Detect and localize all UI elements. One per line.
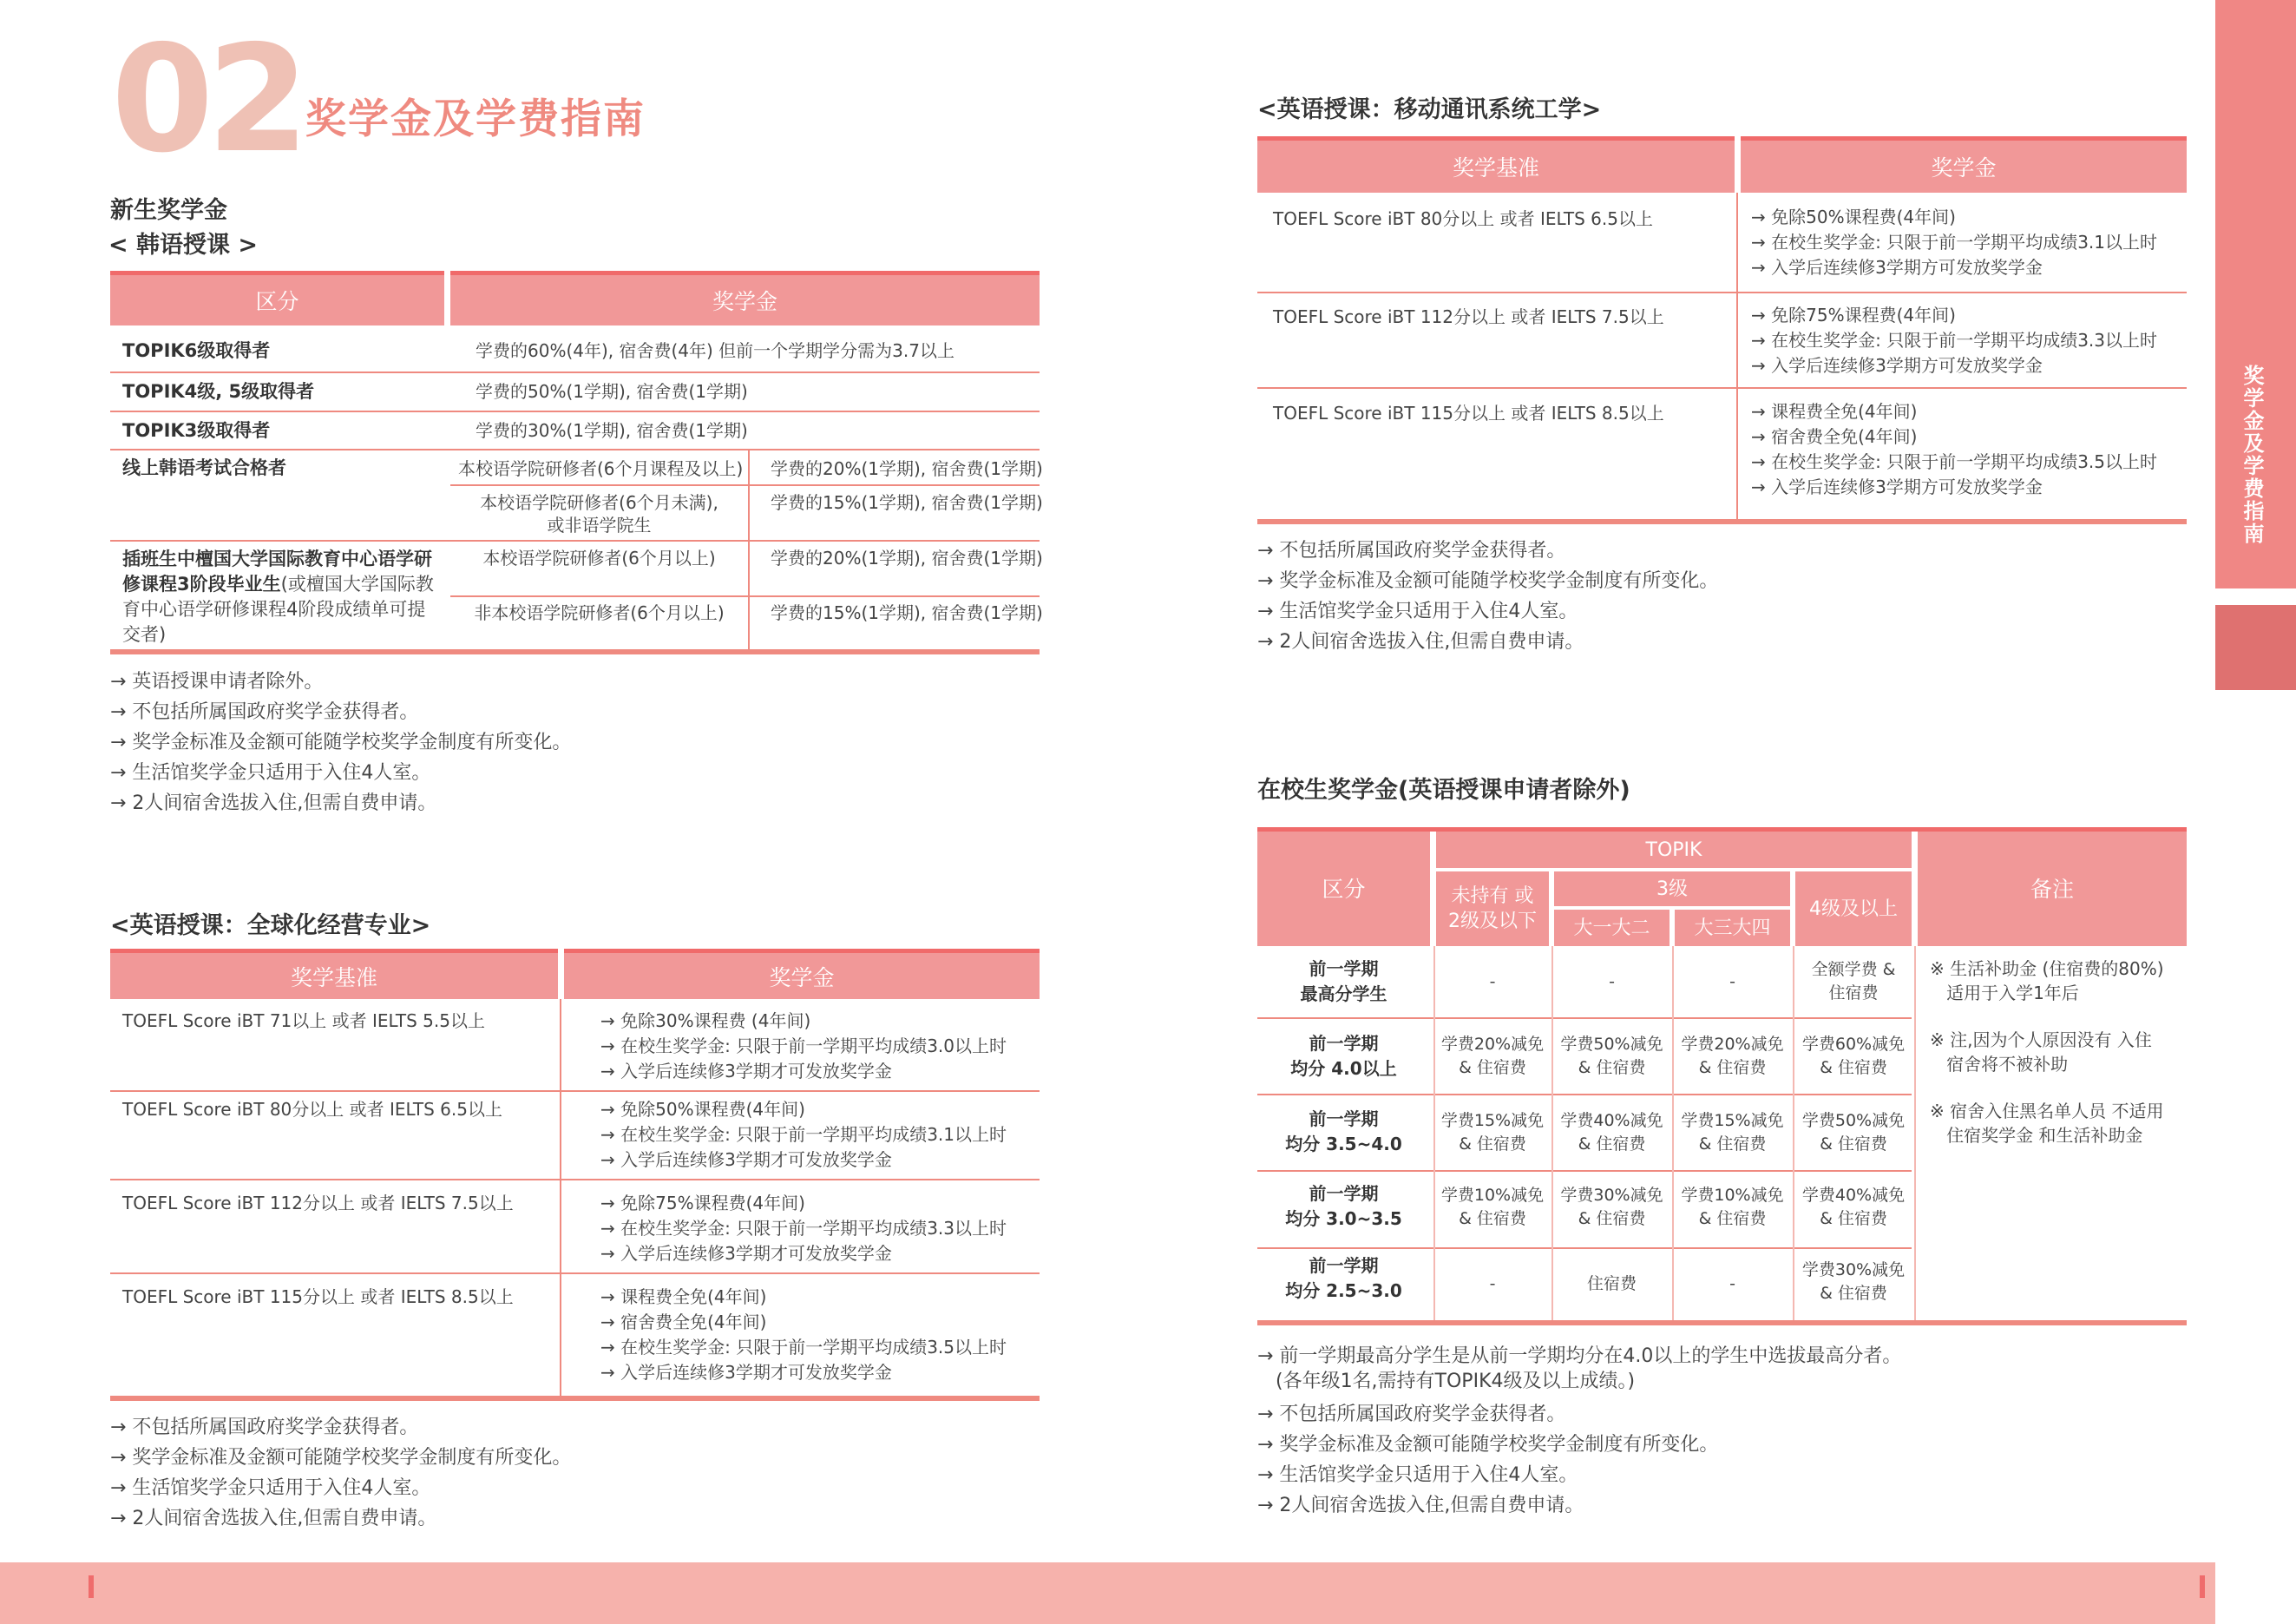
side-tab-label: 奖学金及学费指南 (2240, 365, 2264, 545)
cell-value: 学费20%减免 & 住宿费 (1681, 1035, 1784, 1077)
header-category: 区分 (1257, 832, 1430, 946)
enrolled-heading: 在校生奖学金(英语授课申请者除外) (1257, 777, 1630, 804)
header-criteria: 奖学基准 (110, 949, 558, 999)
benefits: → 免除75%课程费(4年间) → 在校生奖学金: 只限于前一学期平均成绩3.3以上时 → 入学后连续修3学期方可发放奖学金 (1751, 305, 2158, 376)
global-business-heading: <英语授课：全球化经营专业> (110, 912, 431, 939)
cell-value: - (1729, 1274, 1735, 1293)
footer-band (0, 1562, 2215, 1624)
header-scholarship: 奖学金 (564, 949, 1040, 999)
cell-value: 学费20%减免 & 住宿费 (1440, 1035, 1545, 1077)
transfer-label: 插班生中檀国大学国际教育中心语学研修课程3阶段毕业生(或檀国大学国际教育中心语学研修课程4阶段成绩单可提交者) (122, 549, 434, 645)
side-tab-accent (2215, 605, 2296, 690)
cell-value: 学费60%减免 & 住宿费 (1801, 1035, 1906, 1077)
sub-value: 学费的15%(1学期), 宿舍费(1学期) (771, 492, 1043, 513)
notes-global-business: → 不包括所属国政府奖学金获得者。 → 奖学金标准及金额可能随学校奖学金制度有所变化。 → 生活馆奖学金只适用于入住4人室。 → 2人间宿舍选拔入住,但需自费申请。 (110, 1417, 572, 1529)
header-scholarship: 奖学金 (1741, 136, 2187, 193)
notes-enrolled: → 前一学期最高分学生是从前一学期均分在4.0以上的学生中选拔最高分者。 (各年级1名,需持有TOPIK4级及以上成绩。) → 不包括所属国政府奖学金获得者。 → 奖学金标准及金额可能随学校奖学金制度有所变化。 → 生活馆奖学金只适用于入住4人室。 → 2人间宿舍选拔入住,但需自费申请。 (1257, 1345, 1902, 1516)
header-topik: TOPIK (1436, 832, 1912, 868)
header-scholarship: 奖学金 (450, 271, 1040, 325)
sub-value: 学费的20%(1学期), 宿舍费(1学期) (771, 548, 1043, 569)
cell-value: - (1729, 972, 1735, 991)
criteria: TOEFL Score iBT 115分以上 或者 IELTS 8.5以上 (122, 1286, 514, 1307)
cell-value: 学费50%减免 & 住宿费 (1560, 1035, 1663, 1077)
criteria: TOEFL Score iBT 112分以上 或者 IELTS 7.5以上 (122, 1193, 514, 1213)
row-value: 学费的30%(1学期), 宿舍费(1学期) (476, 420, 748, 441)
row-label: 前一学期 均分 3.0~3.5 (1285, 1183, 1402, 1229)
cell-value: 学费10%减免 & 住宿费 (1681, 1186, 1784, 1228)
cell-value: 全额学费 & 住宿费 (1811, 960, 1896, 1003)
sub-value: 学费的15%(1学期), 宿舍费(1学期) (771, 602, 1043, 623)
cell-value: 学费10%减免 & 住宿费 (1440, 1186, 1545, 1228)
korean-course-subheading: < 韩语授课 > (108, 232, 259, 259)
row-value: 学费的60%(4年), 宿舍费(4年) 但前一个学期学分需为3.7以上 (476, 340, 954, 361)
header-criteria: 奖学基准 (1257, 136, 1735, 193)
remarks: ※ 生活补助金 (住宿费的80%) 适用于入学1年后 ※ 注,因为个人原因没有 入住 宿舍将不被补助 ※ 宿舍入住黑名单人员 不适用 住宿奖学金 和生活补助金 (1930, 958, 2164, 1146)
header-category: 区分 (110, 271, 444, 325)
cell-value: - (1609, 972, 1615, 991)
row-label: TOPIK6级取得者 (122, 340, 271, 361)
row-value: 学费的50%(1学期), 宿舍费(1学期) (476, 381, 748, 402)
mobile-comm-heading: <英语授课：移动通讯系统工学> (1257, 96, 1602, 123)
online-exam-label: 线上韩语考试合格者 (122, 457, 286, 478)
criteria: TOEFL Score iBT 71以上 或者 IELTS 5.5以上 (122, 1010, 485, 1031)
criteria: TOEFL Score iBT 112分以上 或者 IELTS 7.5以上 (1273, 306, 1664, 327)
row-label: 前一学期 最高分学生 (1300, 958, 1387, 1004)
benefits: → 免除30%课程费 (4年间) → 在校生奖学金: 只限于前一学期平均成绩3.0以上时 → 入学后连续修3学期才可发放奖学金 (600, 1010, 1007, 1082)
page-title: 奖学金及学费指南 (305, 95, 646, 143)
row-label: 前一学期 均分 3.5~4.0 (1285, 1108, 1402, 1154)
footer-mark (2200, 1575, 2205, 1598)
benefits: → 课程费全免(4年间) → 宿舍费全免(4年间) → 在校生奖学金: 只限于前一学期平均成绩3.5以上时 → 入学后连续修3学期方可发放奖学金 (1751, 401, 2158, 497)
cell-value: 住宿费 (1586, 1274, 1637, 1293)
header-year34: 大三大四 (1675, 910, 1790, 946)
cell-value: 学费50%减免 & 住宿费 (1801, 1111, 1906, 1154)
cell-value: 学费40%减免 & 住宿费 (1801, 1186, 1906, 1228)
benefits: → 免除50%课程费(4年间) → 在校生奖学金: 只限于前一学期平均成绩3.1以上时 → 入学后连续修3学期方可发放奖学金 (1751, 207, 2158, 278)
cell-value: 学费15%减免 & 住宿费 (1681, 1111, 1784, 1154)
sub-condition: 本校语学院研修者(6个月课程及以上) (458, 458, 744, 479)
row-label: 前一学期 均分 4.0以上 (1290, 1033, 1397, 1079)
criteria: TOEFL Score iBT 80分以上 或者 IELTS 6.5以上 (1273, 208, 1653, 229)
new-student-heading: 新生奖学金 (110, 197, 227, 224)
benefits: → 免除75%课程费(4年间) → 在校生奖学金: 只限于前一学期平均成绩3.3以上时 → 入学后连续修3学期才可发放奖学金 (600, 1193, 1007, 1264)
benefits: → 免除50%课程费(4年间) → 在校生奖学金: 只限于前一学期平均成绩3.1以上时 → 入学后连续修3学期才可发放奖学金 (600, 1099, 1007, 1170)
cell-value: 学费15%减免 & 住宿费 (1440, 1111, 1545, 1154)
header-level4: 4级及以上 (1795, 871, 1912, 946)
section-number: 02 (111, 14, 303, 186)
criteria: TOEFL Score iBT 80分以上 或者 IELTS 6.5以上 (122, 1099, 502, 1120)
header-none: 未持有 或 2级及以下 (1436, 871, 1549, 946)
header-remark: 备注 (1918, 832, 2187, 946)
header-year12: 大一大二 (1554, 910, 1670, 946)
benefits: → 课程费全免(4年间) → 宿舍费全免(4年间) → 在校生奖学金: 只限于前一学期平均成绩3.5以上时 → 入学后连续修3学期才可发放奖学金 (600, 1286, 1007, 1383)
sub-condition: 非本校语学院研修者(6个月以上) (474, 602, 725, 623)
sub-condition: 本校语学院研修者(6个月以上) (482, 548, 716, 569)
cell-value: 学费40%减免 & 住宿费 (1560, 1111, 1663, 1154)
footer-mark (89, 1575, 94, 1598)
sub-value: 学费的20%(1学期), 宿舍费(1学期) (771, 458, 1043, 479)
row-label: TOPIK3级取得者 (122, 420, 271, 441)
row-label: TOPIK4级, 5级取得者 (122, 381, 315, 402)
criteria: TOEFL Score iBT 115分以上 或者 IELTS 8.5以上 (1273, 403, 1664, 424)
sub-condition: 本校语学院研修者(6个月未满), 或非语学院生 (480, 492, 718, 536)
cell-value: 学费30%减免 & 住宿费 (1560, 1186, 1663, 1228)
header-level3: 3级 (1554, 871, 1790, 906)
cell-value: - (1489, 1274, 1496, 1293)
notes-new-student: → 英语授课申请者除外。 → 不包括所属国政府奖学金获得者。 → 奖学金标准及金额可能随学校奖学金制度有所变化。 → 生活馆奖学金只适用于入住4人室。 → 2人间宿舍选拔入住,但需自费申请。 (110, 671, 572, 814)
notes-mobile-comm: → 不包括所属国政府奖学金获得者。 → 奖学金标准及金额可能随学校奖学金制度有所变化。 → 生活馆奖学金只适用于入住4人室。 → 2人间宿舍选拔入住,但需自费申请。 (1257, 540, 1719, 653)
row-label: 前一学期 均分 2.5~3.0 (1285, 1255, 1402, 1301)
cell-value: 学费30%减免 & 住宿费 (1801, 1260, 1906, 1303)
cell-value: - (1489, 972, 1496, 991)
